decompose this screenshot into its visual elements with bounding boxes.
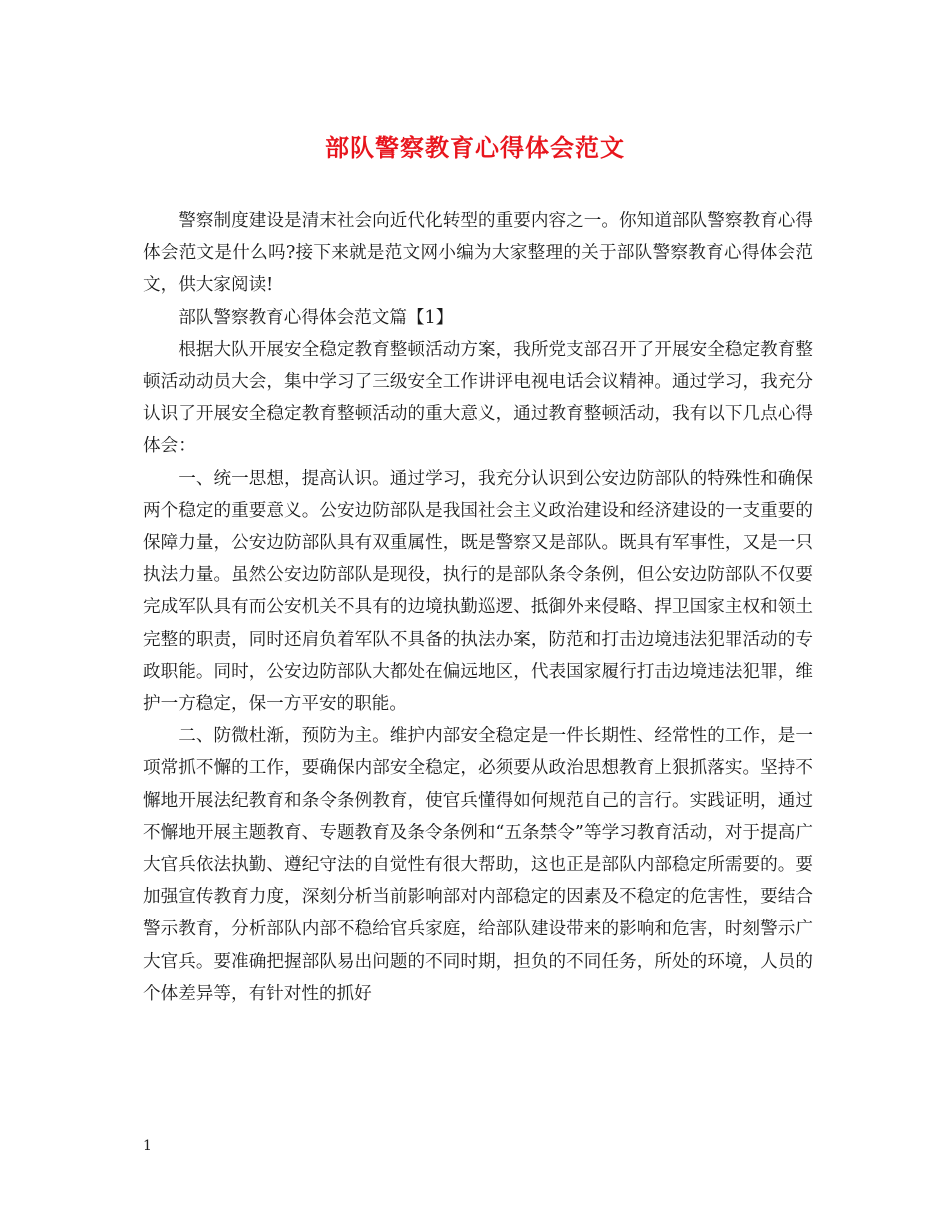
page-number: 1 [143,1138,152,1154]
body-paragraph: 二、防微杜渐，预防为主。维护内部安全稳定是一件长期性、经常性的工作，是一项常抓不懈的工作，要确保内部安全稳定，必须要从政治思想教育上狠抓落实。坚持不懈地开展法纪教育和条令条例教育，使官兵懂得如何规范自己的言行。实践证明，通过不懈地开展主题教育、专题教育及条令条例和“五条禁令”等学习教育活动，对于提高广大官兵依法执勤、遵纪守法的自觉性有很大帮助，这也正是部队内部稳定所需要的。要加强宣传教育力度，深刻分析当前影响部对内部稳定的因素及不稳定的危害性，要结合警示教育，分析部队内部不稳给官兵家庭，给部队建设带来的影响和危害，时刻警示广大官兵。要准确把握部队易出问题的不同时期，担负的不同任务，所处的环境，人员的个体差异等，有针对性的抓好 [143,726,813,1004]
document-body [143,205,813,1010]
page-title: 部队警察教育心得体会范文 [325,133,625,162]
section-heading: 部队警察教育心得体会范文篇【1】 [178,307,454,328]
intro-paragraph: 警察制度建设是清末社会向近代化转型的重要内容之一。你知道部队警察教育心得体会范文是什么吗?接下来就是范文网小编为大家整理的关于部队警察教育心得体会范文，供大家阅读! [143,211,813,296]
body-paragraph: 根据大队开展安全稳定教育整顿活动方案，我所党支部召开了开展安全稳定教育整顿活动动员大会，集中学习了三级安全工作讲评电视电话会议精神。通过学习，我充分认识了开展安全稳定教育整顿活动的重大意义，通过教育整顿活动，我有以下几点心得体会： [143,339,813,457]
body-paragraph: 一、统一思想，提高认识。通过学习，我充分认识到公安边防部队的特殊性和确保两个稳定的重要意义。公安边防部队是我国社会主义政治建设和经济建设的一支重要的保障力量，公安边防部队具有双重属性，既是警察又是部队。既具有军事性，又是一只执法力量。虽然公安边防部队是现役，执行的是部队条令条例，但公安边防部队不仅要完成军队具有而公安机关不具有的边境执勤巡逻、抵御外来侵略、捍卫国家主权和领土完整的职责，同时还肩负着军队不具备的执法办案，防范和打击边境违法犯罪活动的专政职能。同时，公安边防部队大都处在偏远地区，代表国家履行打击边境违法犯罪，维护一方稳定，保一方平安的职能。 [143,468,813,715]
